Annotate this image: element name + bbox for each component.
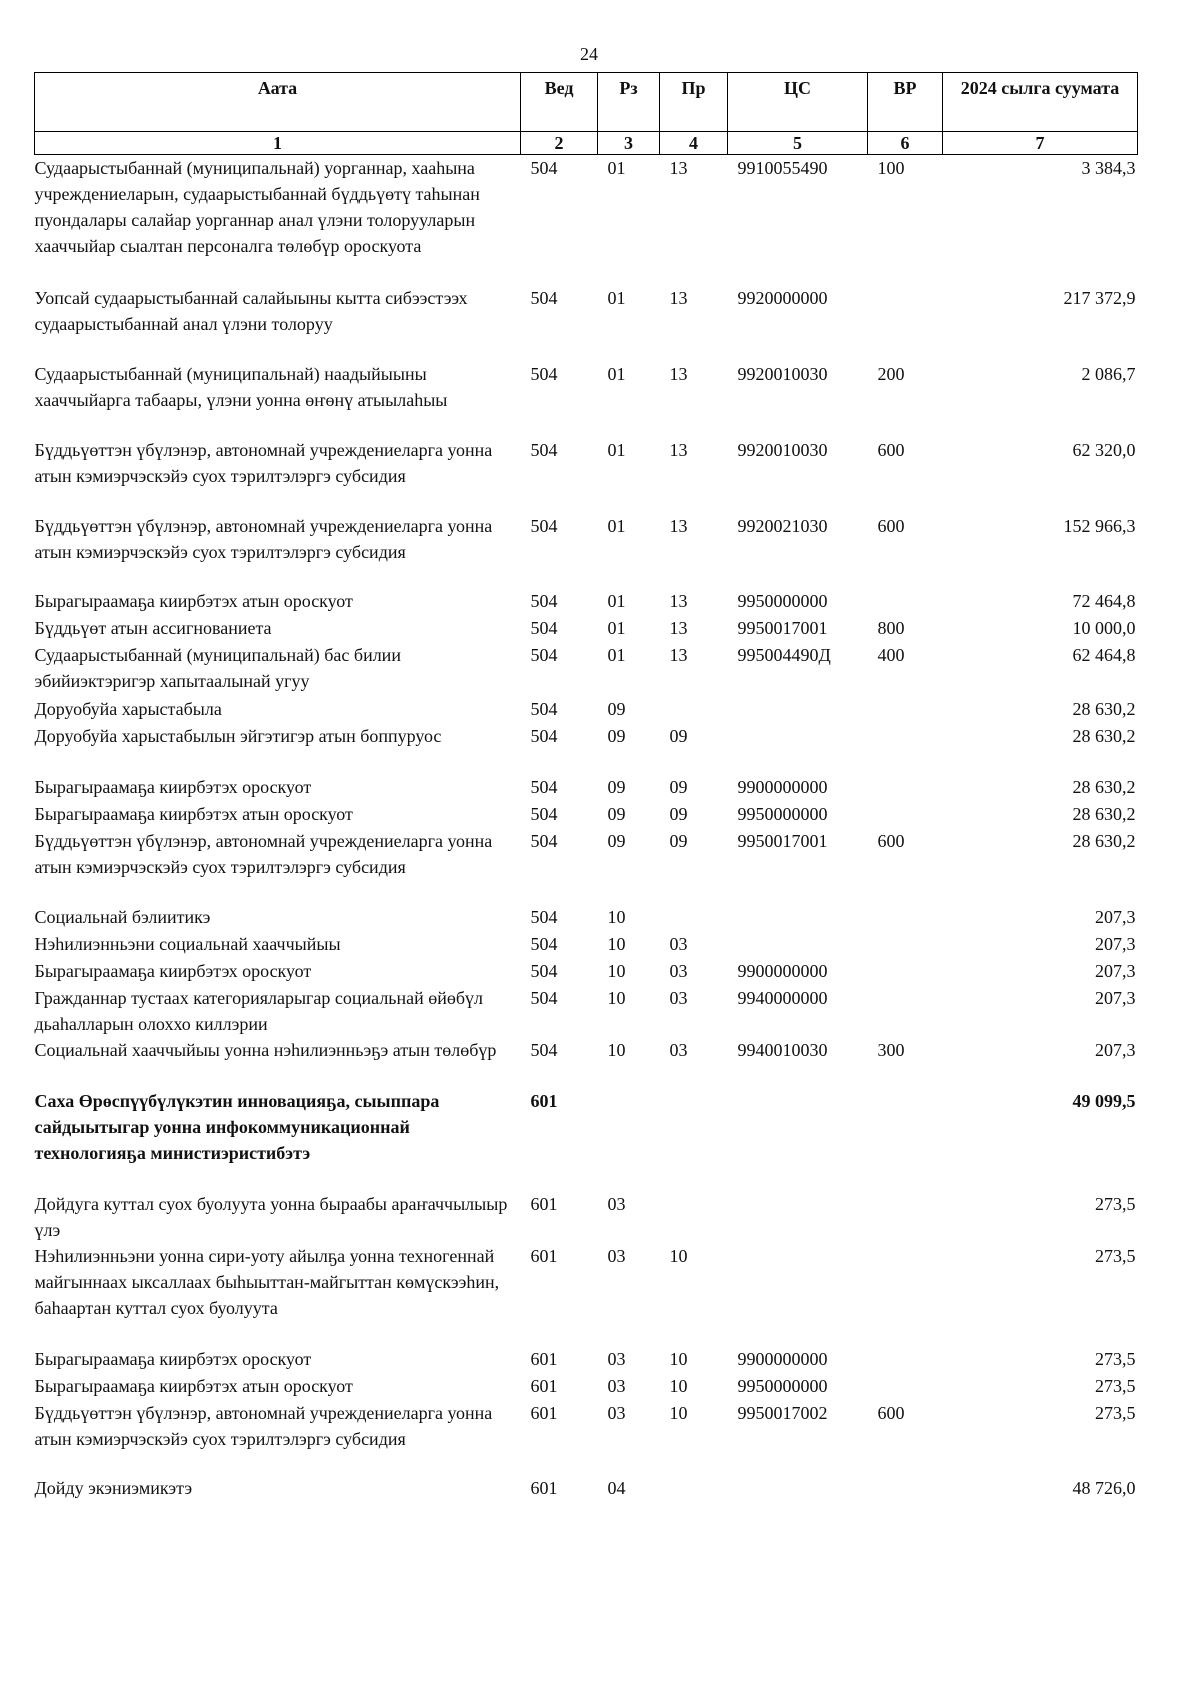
row-rz-cell: 10: [607, 1039, 626, 1060]
row-amount-cell: 28 630,2: [1072, 698, 1136, 719]
row-cs-cell: 9910055490: [737, 158, 828, 178]
row-vr-cell: [868, 1243, 943, 1346]
row-pr-cell: 10: [669, 1375, 688, 1396]
row-rz-cell: 01: [607, 158, 626, 178]
row-rz-cell: 03: [607, 1245, 626, 1266]
column-header-vr: ВР: [868, 73, 943, 132]
table-row: [35, 588, 1138, 615]
table-row: [35, 1400, 1138, 1475]
row-name-cell: Социальнай бэлиитикэ: [34, 906, 211, 927]
row-pr-cell: [660, 696, 728, 723]
row-pr-cell: [660, 1475, 728, 1502]
row-pr-cell: 03: [669, 1039, 688, 1060]
row-rz-cell: [598, 1088, 660, 1191]
row-vr-cell: 600: [877, 515, 905, 536]
row-name-cell: Уопсай судаарыстыбаннай салайыыны кытта сибээстээх судаарыстыбаннай анал үлэни толоруу: [34, 287, 468, 334]
row-cs-cell: [728, 1191, 868, 1243]
row-rz-cell: 09: [607, 830, 626, 851]
row-ved-cell: 504: [530, 590, 558, 611]
row-name-cell: Доруобуйа харыстабылын эйгэтигэр атын боппуруос: [34, 725, 442, 746]
row-amount-cell: 207,3: [1095, 906, 1136, 927]
row-name-cell: Бырагыраамаҕа киирбэтэх ороскуот: [34, 1348, 312, 1369]
row-cs-cell: 9920000000: [737, 287, 828, 308]
row-cs-cell: 995004490Д: [737, 644, 831, 665]
row-name-cell: Судаарыстыбаннай (муниципальнай) уорганнар, хааһына учреждениеларын, судаарыстыбаннай бүддьүөтү таһынан пуондалары салайар уорганнар анал үлэни толорууларын хааччыйар сыалтан персоналга төлөбүр ороскуота: [34, 158, 480, 256]
row-vr-cell: [868, 285, 943, 361]
row-cs-cell: [728, 1243, 868, 1346]
row-vr-cell: 600: [877, 439, 905, 460]
row-rz-cell: 01: [607, 590, 626, 611]
column-number: 4: [660, 132, 728, 155]
row-rz-cell: 10: [607, 987, 626, 1008]
row-cs-cell: [728, 931, 868, 958]
row-cs-cell: 9900000000: [737, 776, 828, 797]
row-pr-cell: 13: [669, 439, 688, 460]
row-pr-cell: 13: [669, 644, 688, 665]
row-ved-cell: 601: [530, 1477, 558, 1498]
row-cs-cell: 9920010030: [737, 439, 828, 460]
row-pr-cell: 13: [669, 590, 688, 611]
row-rz-cell: 01: [607, 617, 626, 638]
row-amount-cell: 49 099,5: [1072, 1090, 1136, 1111]
row-name-cell: Судаарыстыбаннай (муниципальнай) бас билии эбийиэктэригэр хапытаалынай угуу: [34, 644, 401, 691]
row-amount-cell: 62 320,0: [1072, 439, 1136, 460]
row-amount-cell: 28 630,2: [1072, 803, 1136, 824]
row-cs-cell: 9940010030: [737, 1039, 828, 1060]
row-pr-cell: [660, 1191, 728, 1243]
table-row: [35, 437, 1138, 513]
row-amount-cell: 273,5: [1095, 1348, 1136, 1369]
row-cs-cell: [728, 723, 868, 774]
row-amount-cell: 48 726,0: [1072, 1477, 1136, 1498]
row-cs-cell: [728, 1475, 868, 1502]
row-vr-cell: 400: [877, 644, 905, 665]
row-rz-cell: 01: [607, 644, 626, 665]
table-row: [35, 1373, 1138, 1400]
row-ved-cell: 504: [530, 830, 558, 851]
row-ved-cell: 601: [530, 1402, 558, 1423]
row-pr-cell: 10: [669, 1402, 688, 1423]
column-number: 1: [35, 132, 521, 155]
row-cs-cell: 9940000000: [737, 987, 828, 1008]
row-vr-cell: [868, 931, 943, 958]
row-vr-cell: 200: [877, 363, 905, 384]
row-name-cell: Бырагыраамаҕа киирбэтэх атын ороскуот: [34, 1375, 353, 1396]
table-row: [35, 723, 1138, 774]
column-number: 2: [521, 132, 598, 155]
column-header-rz: Рз: [598, 73, 660, 132]
row-ved-cell: 504: [530, 725, 558, 746]
row-pr-cell: 03: [669, 933, 688, 954]
row-cs-cell: 9950000000: [737, 590, 828, 611]
table-body: [35, 155, 1138, 1502]
row-ved-cell: 504: [530, 158, 558, 178]
table-row: [35, 696, 1138, 723]
row-rz-cell: 01: [607, 363, 626, 384]
row-amount-cell: 273,5: [1095, 1402, 1136, 1423]
row-rz-cell: 10: [607, 933, 626, 954]
row-rz-cell: 01: [607, 515, 626, 536]
row-ved-cell: 504: [530, 644, 558, 665]
row-name-cell: Дойду экэниэмикэтэ: [34, 1477, 193, 1498]
row-amount-cell: 273,5: [1095, 1245, 1136, 1266]
row-ved-cell: 504: [530, 987, 558, 1008]
row-rz-cell: 09: [607, 776, 626, 797]
row-ved-cell: 504: [530, 776, 558, 797]
row-pr-cell: 10: [669, 1245, 688, 1266]
row-name-cell: Бырагыраамаҕа киирбэтэх ороскуот: [34, 960, 312, 981]
row-rz-cell: 03: [607, 1348, 626, 1369]
row-vr-cell: [868, 774, 943, 801]
row-amount-cell: 62 464,8: [1072, 644, 1136, 665]
row-pr-cell: 03: [669, 987, 688, 1008]
row-amount-cell: 10 000,0: [1072, 617, 1136, 638]
row-cs-cell: 9950017002: [737, 1402, 828, 1423]
row-pr-cell: 09: [669, 803, 688, 824]
table-row: [35, 285, 1138, 361]
row-pr-cell: 13: [669, 515, 688, 536]
row-pr-cell: 13: [669, 363, 688, 384]
row-vr-cell: [868, 1475, 943, 1502]
column-header-ved: Вед: [521, 73, 598, 132]
table-row: [35, 1475, 1138, 1502]
row-vr-cell: [868, 1088, 943, 1191]
column-number: 6: [868, 132, 943, 155]
row-cs-cell: 9900000000: [737, 1348, 828, 1369]
row-name-cell: Бүддьүөттэн үбүлэнэр, автономнай учреждениеларга уонна атын кэмиэрчэскэйэ суох тэрилтэлэргэ субсидия: [34, 830, 493, 877]
row-amount-cell: 273,5: [1095, 1375, 1136, 1396]
row-name-cell: Бырагыраамаҕа киирбэтэх ороскуот: [34, 776, 312, 797]
row-pr-cell: [660, 1088, 728, 1191]
table-row: [35, 985, 1138, 1037]
row-rz-cell: 03: [607, 1402, 626, 1423]
column-number: 7: [943, 132, 1138, 155]
row-name-cell: Нэһилиэнньэни уонна сири-уоту айылҕа уонна техногеннай майгыннаах ыксаллаах быһыыттан-майгыттан көмүскээһин, баһаартан куттал суох буолуута: [34, 1245, 500, 1318]
table-row: [35, 828, 1138, 904]
table-row: [35, 513, 1138, 588]
row-ved-cell: 504: [530, 617, 558, 638]
table-row: [35, 361, 1138, 437]
row-vr-cell: [868, 696, 943, 723]
row-pr-cell: 03: [669, 960, 688, 981]
row-cs-cell: 9950000000: [737, 1375, 828, 1396]
table-header-row: [35, 73, 1138, 132]
table-row: [35, 1037, 1138, 1088]
table-row: [35, 155, 1138, 285]
row-name-cell: Бүддьүөттэн үбүлэнэр, автономнай учреждениеларга уонна атын кэмиэрчэскэйэ суох тэрилтэлэргэ субсидия: [34, 515, 493, 562]
row-pr-cell: 13: [669, 158, 688, 178]
row-cs-cell: 9950000000: [737, 803, 828, 824]
row-pr-cell: 13: [669, 617, 688, 638]
budget-table: [34, 72, 1138, 1502]
row-vr-cell: 800: [877, 617, 905, 638]
row-rz-cell: 10: [607, 960, 626, 981]
row-pr-cell: 09: [669, 725, 688, 746]
row-ved-cell: 601: [530, 1193, 558, 1214]
row-name-cell: Социальнай хааччыйыы уонна нэһилиэнньэҕэ атын төлөбүр: [34, 1039, 497, 1060]
row-amount-cell: 207,3: [1095, 933, 1136, 954]
row-vr-cell: 600: [877, 1402, 905, 1423]
row-amount-cell: 28 630,2: [1072, 776, 1136, 797]
row-ved-cell: 504: [530, 906, 558, 927]
table-row: [35, 904, 1138, 931]
row-vr-cell: 100: [877, 158, 905, 178]
table-row: [35, 1191, 1138, 1243]
table-row: [35, 958, 1138, 985]
row-amount-cell: 217 372,9: [1063, 287, 1136, 308]
row-name-cell: Доруобуйа харыстабыла: [34, 698, 222, 719]
column-number: 5: [728, 132, 868, 155]
row-name-cell: Судаарыстыбаннай (муниципальнай) наадыйыыны хааччыйарга табаары, үлэни уонна өҥөнү атыылаһыы: [34, 363, 448, 410]
column-header-pr: Пр: [660, 73, 728, 132]
row-pr-cell: [660, 904, 728, 931]
row-vr-cell: 300: [877, 1039, 905, 1060]
row-ved-cell: 504: [530, 803, 558, 824]
row-vr-cell: [868, 801, 943, 828]
row-cs-cell: [728, 696, 868, 723]
row-cs-cell: 9920021030: [737, 515, 828, 536]
column-header-amount: 2024 сылга суумата: [943, 73, 1138, 132]
row-vr-cell: [868, 958, 943, 985]
row-name-cell: Саха Өрөспүүбүлүкэтин инновацияҕа, сыыппара сайдыытыгар уонна инфокоммуникационнай технологияҕа министиэристибэтэ: [34, 1090, 440, 1163]
row-name-cell: Бүддьүөт атын ассигнованиета: [34, 617, 272, 638]
row-ved-cell: 504: [530, 933, 558, 954]
row-ved-cell: 601: [530, 1375, 558, 1396]
row-rz-cell: 09: [607, 725, 626, 746]
row-rz-cell: 01: [607, 439, 626, 460]
row-amount-cell: 72 464,8: [1072, 590, 1136, 611]
column-header-name: Аата: [35, 73, 521, 132]
row-rz-cell: 03: [607, 1193, 626, 1214]
row-amount-cell: 152 966,3: [1063, 515, 1136, 536]
row-name-cell: Дойдуга куттал суох буолуута уонна быраабы араҥаччылыыр үлэ: [34, 1193, 508, 1240]
column-header-cs: ЦС: [728, 73, 868, 132]
row-vr-cell: [868, 985, 943, 1037]
row-ved-cell: 601: [530, 1090, 558, 1111]
row-name-cell: Гражданнар тустаах категорияларыгар социальнай өйөбүл дьаһалларын олоххо киллэрии: [34, 987, 484, 1034]
row-ved-cell: 504: [530, 363, 558, 384]
row-name-cell: Бырагыраамаҕа киирбэтэх атын ороскуот: [34, 803, 353, 824]
row-vr-cell: [868, 588, 943, 615]
row-amount-cell: 2 086,7: [1081, 363, 1136, 384]
column-number: 3: [598, 132, 660, 155]
row-ved-cell: 504: [530, 515, 558, 536]
row-cs-cell: 9950017001: [737, 617, 828, 638]
row-cs-cell: [728, 904, 868, 931]
row-rz-cell: 10: [607, 906, 626, 927]
row-vr-cell: 600: [877, 830, 905, 851]
row-amount-cell: 28 630,2: [1072, 725, 1136, 746]
row-ved-cell: 504: [530, 439, 558, 460]
row-cs-cell: 9920010030: [737, 363, 828, 384]
row-ved-cell: 504: [530, 287, 558, 308]
table-row: [35, 1243, 1138, 1346]
row-amount-cell: 273,5: [1095, 1193, 1136, 1214]
table-row: [35, 1346, 1138, 1373]
row-rz-cell: 09: [607, 803, 626, 824]
row-name-cell: Бүддьүөттэн үбүлэнэр, автономнай учреждениеларга уонна атын кэмиэрчэскэйэ суох тэрилтэлэргэ субсидия: [34, 439, 493, 486]
row-rz-cell: 01: [607, 287, 626, 308]
row-vr-cell: [868, 1373, 943, 1400]
row-vr-cell: [868, 1191, 943, 1243]
table-row: [35, 642, 1138, 696]
row-name-cell: Бырагыраамаҕа киирбэтэх атын ороскуот: [34, 590, 353, 611]
row-amount-cell: 3 384,3: [1081, 158, 1136, 178]
row-cs-cell: 9950017001: [737, 830, 828, 851]
row-vr-cell: [868, 723, 943, 774]
row-ved-cell: 601: [530, 1348, 558, 1369]
table-row: [35, 931, 1138, 958]
table-row: [35, 1088, 1138, 1191]
table-row: [35, 615, 1138, 642]
row-pr-cell: 09: [669, 776, 688, 797]
page-number: 24: [580, 44, 598, 64]
row-name-cell: Нэһилиэнньэни социальнай хааччыйыы: [34, 933, 341, 954]
table-row: [35, 801, 1138, 828]
row-amount-cell: 207,3: [1095, 960, 1136, 981]
row-vr-cell: [868, 1346, 943, 1373]
row-pr-cell: 13: [669, 287, 688, 308]
row-ved-cell: 504: [530, 698, 558, 719]
row-amount-cell: 207,3: [1095, 987, 1136, 1008]
row-rz-cell: 03: [607, 1375, 626, 1396]
table-row: [35, 774, 1138, 801]
row-cs-cell: [728, 1088, 868, 1191]
row-ved-cell: 601: [530, 1245, 558, 1266]
row-pr-cell: 09: [669, 830, 688, 851]
row-ved-cell: 504: [530, 960, 558, 981]
column-number-row: [35, 132, 1138, 155]
row-pr-cell: 10: [669, 1348, 688, 1369]
row-rz-cell: 04: [607, 1477, 626, 1498]
row-amount-cell: 28 630,2: [1072, 830, 1136, 851]
row-ved-cell: 504: [530, 1039, 558, 1060]
row-amount-cell: 207,3: [1095, 1039, 1136, 1060]
row-name-cell: Бүддьүөттэн үбүлэнэр, автономнай учреждениеларга уонна атын кэмиэрчэскэйэ суох тэрилтэлэргэ субсидия: [34, 1402, 493, 1449]
row-vr-cell: [868, 904, 943, 931]
row-cs-cell: 9900000000: [737, 960, 828, 981]
row-rz-cell: 09: [607, 698, 626, 719]
